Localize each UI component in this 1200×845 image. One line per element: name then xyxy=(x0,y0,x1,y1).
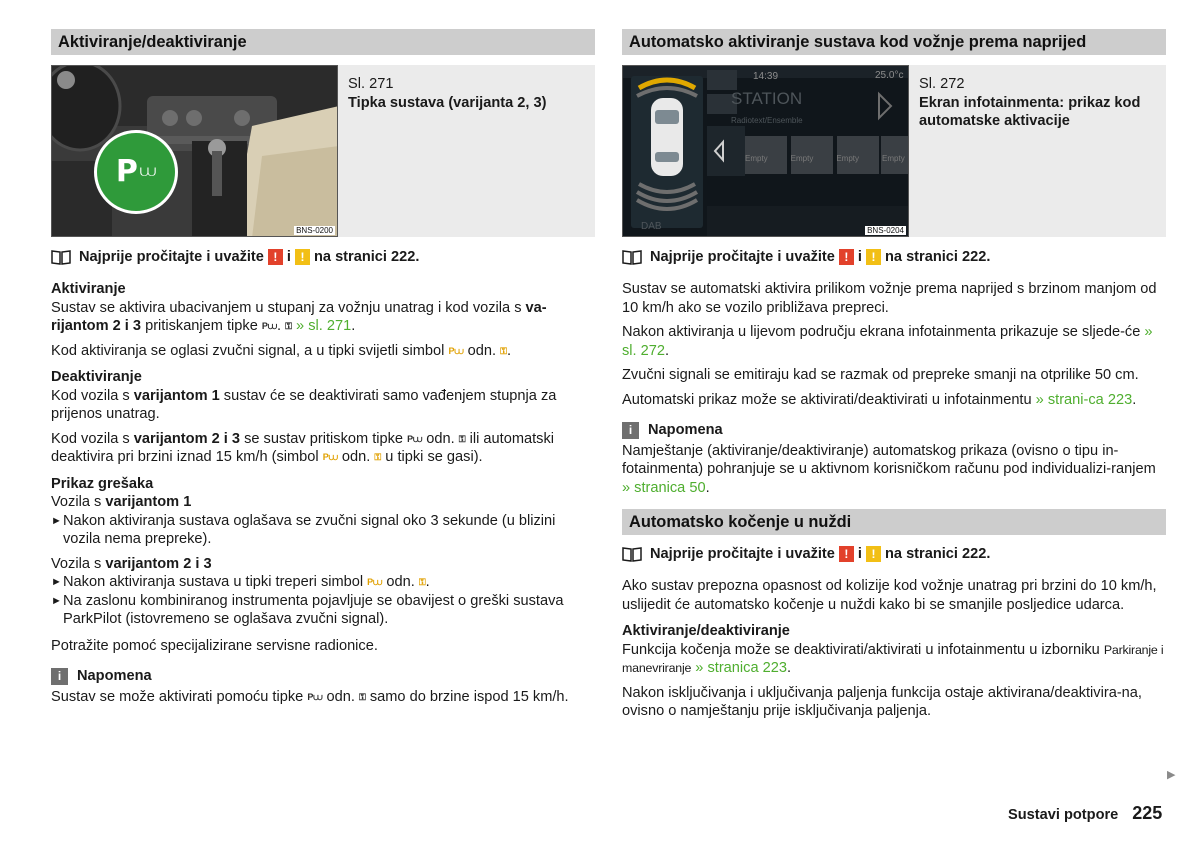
aeb-paragraph-2: Funkcija kočenja može se deaktivirati/aktivirati u infotainmentu u izborniku Parkiranje i manevriranje » stranica 223. xyxy=(622,641,1164,676)
parking-button-icon: P⩊ xyxy=(261,321,278,331)
screen-subtitle: Radiotext/Ensemble xyxy=(731,116,803,125)
read-first-text: Najprije pročitajte i uvažite xyxy=(650,248,835,265)
figure-code: BNS-0204 xyxy=(867,226,904,235)
parking-button-icon: P⩊ xyxy=(367,577,383,587)
text-bold: va- xyxy=(525,299,547,316)
text: Vozila s xyxy=(51,494,106,510)
page-link[interactable]: » strani-ca 223 xyxy=(1035,391,1133,408)
page-link[interactable]: » stranica 223 xyxy=(695,660,787,676)
aeb-paragraph-1: Ako sustav prepozna opasnost od kolizije kod vožnje unatrag pri brzini do 10 km/h, uslijedit će automatsko kočenje u nuždi kako bi se smanjile posljedice udarca. xyxy=(622,578,1157,613)
figure-title: Ekran infotainmenta: prikaz kod automatske aktivacije xyxy=(919,94,1141,129)
text: pritiskanjem tipke xyxy=(141,318,262,334)
deactivation-paragraph-1 xyxy=(51,387,595,424)
section-heading: Automatsko aktiviranje sustava kod vožnje prema naprijed xyxy=(622,29,1166,55)
screen-station: STATION xyxy=(731,89,803,108)
aeb-paragraph-3: Nakon isključivanja i uključivanja paljenja funkcija ostaje aktivirana/deaktivira-na, ovisno o namještanju prije isključivanja paljenja. xyxy=(622,684,1142,719)
text-bold: varijantom 2 i 3 xyxy=(133,430,241,447)
parking-auto-icon: ⚿ xyxy=(358,691,366,702)
text: Kod aktiviranja se oglasi zvučni signal, a u tipki svijetli simbol xyxy=(51,342,449,359)
parking-auto-icon: ⚿ xyxy=(418,577,426,587)
text-bold: rijantom 2 i 3 xyxy=(51,318,142,334)
screen-dab: DAB xyxy=(641,221,662,232)
deactivation-block xyxy=(51,368,595,467)
parking-sensor-icon: ⩊ xyxy=(139,162,157,180)
figure-272 xyxy=(622,65,1166,237)
bullet-triangle-icon: ► xyxy=(51,514,62,527)
book-icon xyxy=(51,249,71,265)
read-first-text: Najprije pročitajte i uvažite xyxy=(650,545,835,562)
activation-block xyxy=(51,280,595,360)
figure-image-system-button xyxy=(51,65,338,237)
triangle-right-icon: ▶ xyxy=(1167,769,1176,781)
note-heading xyxy=(51,667,595,686)
text: odn. xyxy=(382,574,419,590)
deactivation-paragraph-2 xyxy=(51,430,595,467)
figure-caption xyxy=(338,65,595,237)
screen-temp: 25.0°c xyxy=(875,70,904,81)
bullet-triangle-icon: ► xyxy=(51,594,62,607)
parking-button-callout xyxy=(94,130,178,214)
subheading-errors: Prikaz grešaka xyxy=(51,475,154,492)
text-bold: varijantom 1 xyxy=(133,387,220,404)
page-footer xyxy=(1008,804,1162,825)
text: sustav će se deaktivirati samo vađenjem stupnja za prijenos unatrag. xyxy=(51,387,557,422)
car-interior-photo xyxy=(52,66,338,237)
text: Nakon aktiviranja sustava u tipki treperi simbol xyxy=(63,574,368,590)
figure-caption xyxy=(909,65,1166,237)
read-first-text: Najprije pročitajte i uvažite xyxy=(79,248,264,265)
parking-auto-icon: ⚿ xyxy=(500,345,507,356)
exclamation-icon: ! xyxy=(268,249,283,265)
read-first-notice xyxy=(622,248,1166,266)
auto-paragraph-3: Zvučni signali se emitiraju kad se razmak od prepreke smanji na otprilike 50 cm. xyxy=(622,367,1139,383)
bullet-triangle-icon: ► xyxy=(51,576,62,588)
text: Namještanje (aktiviranje/deaktiviranje) automatskog prikaza (ovisno o tipu in-fotainmenta) pohranjuje se u aktivnom korisničkom računu pod individualizi-ranjem xyxy=(622,442,1156,477)
exclamation-icon: ! xyxy=(295,249,310,265)
parking-button-icon: P⩊ xyxy=(407,433,423,444)
figure-code: BNS-0200 xyxy=(296,226,333,235)
info-icon: i xyxy=(622,422,639,439)
figure-number: Sl. 271 xyxy=(348,76,394,92)
read-first-and: i xyxy=(857,545,862,562)
page-link[interactable]: » stranica 50 xyxy=(622,479,706,496)
text: se sustav pritiskom tipke xyxy=(240,430,408,447)
book-icon xyxy=(622,546,642,562)
text: Sustav se aktivira ubacivanjem u stupanj za vožnju unatrag i kod vozila s xyxy=(51,299,526,316)
auto-paragraph-2: Nakon aktiviranja u lijevom području ekrana infotainmenta prikazuje se sljede-će » sl. 272. xyxy=(622,324,1153,359)
right-column xyxy=(622,29,1166,721)
note-text: Namještanje (aktiviranje/deaktiviranje) automatskog prikaza (ovisno o tipu in-fotainmenta) pohranjuje se u aktivnom korisničkom računu pod individualizi-ranjem » stranica 50. xyxy=(622,442,1156,496)
footer-section: Sustavi potpore xyxy=(1008,807,1119,823)
menu-name: Parkiranje i manevriranje xyxy=(622,642,1164,675)
read-first-and: i xyxy=(286,248,291,265)
note-heading xyxy=(622,421,1166,440)
read-first-page: na stranici 222. xyxy=(313,248,420,265)
parking-button-icon: P⩊ xyxy=(307,691,323,702)
subheading-activation: Aktiviranje xyxy=(51,281,126,297)
text-bold: varijantom 1 xyxy=(105,494,192,510)
figure-image-infotainment xyxy=(622,65,909,237)
text: Kod vozila s xyxy=(51,387,134,404)
text: Nakon aktiviranja u lijevom području ekrana infotainmenta prikazuje se sljede-će xyxy=(622,324,1145,340)
text: odn. xyxy=(422,430,459,447)
text: samo do brzine ispod 15 km/h. xyxy=(365,688,569,705)
text: Nakon aktiviranja sustava oglašava se zvučni signal oko 3 sekunde (u blizini vozila nema prepreke). xyxy=(63,512,556,547)
read-first-notice xyxy=(51,248,595,266)
list-item xyxy=(51,592,595,629)
read-first-notice xyxy=(622,545,1166,563)
text: odn. xyxy=(463,342,501,359)
text: Napomena xyxy=(77,668,152,684)
preset-label: Empty xyxy=(882,154,905,163)
auto-paragraph-1: Sustav se automatski aktivira prilikom vožnje prema naprijed s brzinom manjom od 10 km/h ako se vozilo približava prepreci. xyxy=(622,281,1157,316)
preset-label: Empty xyxy=(745,154,768,163)
note-text xyxy=(51,688,595,707)
read-first-page: na stranici 222. xyxy=(884,545,991,562)
section-heading: Automatsko kočenje u nuždi xyxy=(622,509,1166,535)
parking-auto-icon: ⚿ xyxy=(285,321,292,331)
parking-auto-icon: ⚿ xyxy=(374,452,382,462)
read-first-and: i xyxy=(857,248,862,265)
section-heading: Aktiviranje/deaktiviranje xyxy=(51,29,595,55)
list-item xyxy=(51,512,595,549)
figure-title: Tipka sustava (varijanta 2, 3) xyxy=(348,94,547,111)
text: Automatski prikaz može se aktivirati/deaktivirati u infotainmentu xyxy=(622,391,1036,408)
text: Na zaslonu kombiniranog instrumenta pojavljuje se obavijest o greški sustava ParkPilot (istovremeno se oglašava zvučni signal). xyxy=(63,592,564,627)
figure-271 xyxy=(51,65,595,237)
activation-paragraph-1: Sustav se aktivira ubacivanjem u stupanj za vožnju unatrag i kod vozila s va- rijantom 2 i 3 pritiskanjem tipke P⩊. ⚿ » sl. 271. xyxy=(51,299,547,334)
left-column xyxy=(51,29,595,706)
variant-1-label xyxy=(51,493,595,512)
service-paragraph: Potražite pomoć specijalizirane servisne radionice. xyxy=(51,637,378,654)
parking-button-icon: P⩊ xyxy=(448,345,464,356)
exclamation-icon: ! xyxy=(839,249,854,265)
text: Vozila s xyxy=(51,555,106,572)
text: Napomena xyxy=(648,422,723,438)
subheading-aeb: Aktiviranje/deaktiviranje xyxy=(622,623,790,639)
auto-paragraph-4: Automatski prikaz može se aktivirati/deaktivirati u infotainmentu » strani-ca 223. xyxy=(622,391,1137,408)
text-bold: varijantom 2 i 3 xyxy=(105,555,212,572)
text: Funkcija kočenja može se deaktivirati/aktivirati u infotainmentu u izborniku xyxy=(622,641,1104,658)
subheading-deactivation: Deaktiviranje xyxy=(51,369,142,385)
activation-paragraph-2: Kod aktiviranja se oglasi zvučni signal, a u tipki svijetli simbol P⩊ odn. ⚿. xyxy=(51,342,512,359)
exclamation-icon: ! xyxy=(839,546,854,562)
parking-auto-icon: ⚿ xyxy=(458,433,466,444)
list-item: ► Nakon aktiviranja sustava u tipki treperi simbol P⩊ odn. ⚿. xyxy=(51,574,430,590)
text: ili automatski deaktivira pri brzini iznad 15 km/h (simbol xyxy=(51,430,554,465)
screen-presets xyxy=(745,150,905,169)
text: Kod vozila s xyxy=(51,430,134,447)
figure-link[interactable]: » sl. 272 xyxy=(622,324,1153,359)
text: Sustav se može aktivirati pomoću tipke xyxy=(51,688,308,705)
exclamation-icon: ! xyxy=(866,249,881,265)
text: u tipki se gasi). xyxy=(381,449,483,465)
info-icon: i xyxy=(51,668,68,685)
figure-number: Sl. 272 xyxy=(919,76,965,92)
page-number: 225 xyxy=(1132,803,1163,823)
text: odn. xyxy=(337,449,375,465)
errors-block xyxy=(51,475,595,656)
preset-label: Empty xyxy=(836,154,860,163)
read-first-page: na stranici 222. xyxy=(884,248,991,265)
parking-button-label: P xyxy=(115,153,138,189)
exclamation-icon: ! xyxy=(866,546,881,562)
preset-label: Empty xyxy=(790,154,814,163)
text: odn. xyxy=(322,688,359,705)
variant-23-label xyxy=(51,555,595,574)
figure-link[interactable]: » sl. 271 xyxy=(296,318,352,334)
screen-time: 14:39 xyxy=(753,71,779,82)
book-icon xyxy=(622,249,642,265)
parking-button-icon: P⩊ xyxy=(322,452,338,462)
